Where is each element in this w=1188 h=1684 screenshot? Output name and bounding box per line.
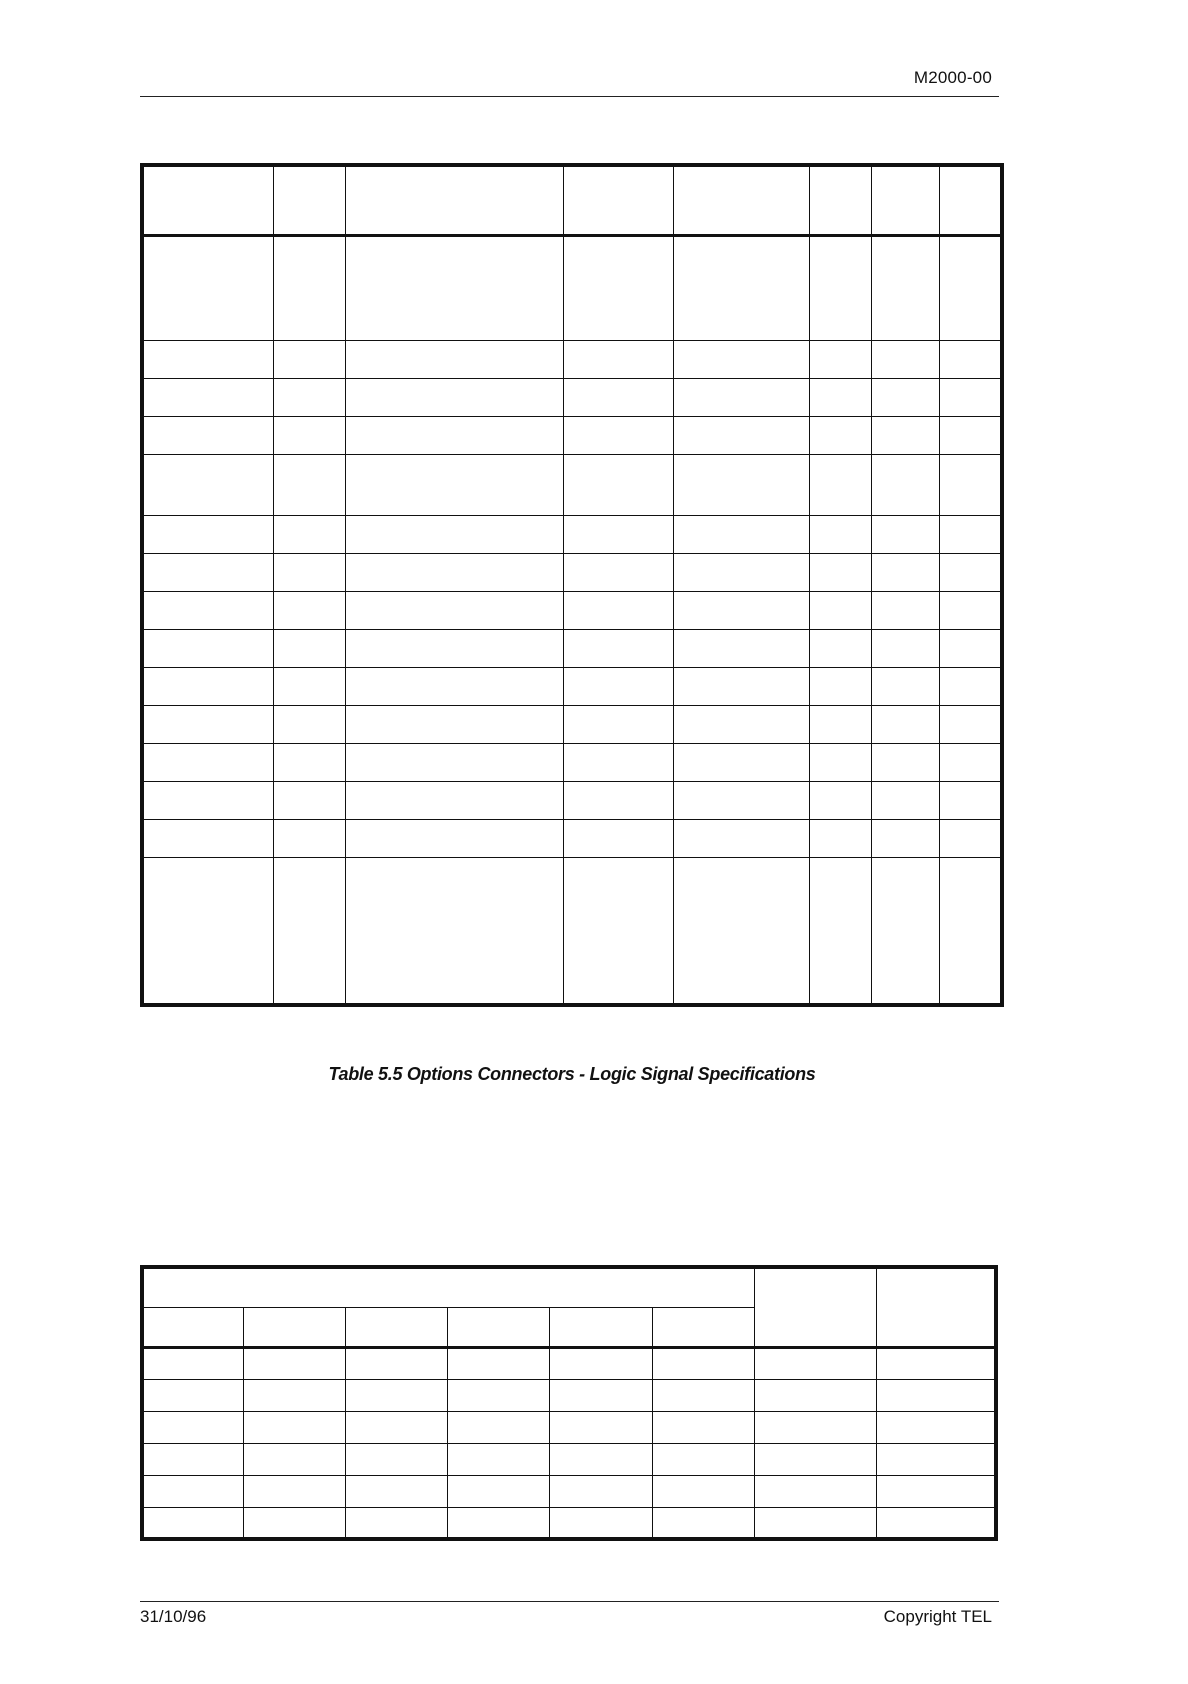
- table-row: [142, 819, 1002, 857]
- table-row: [142, 1347, 996, 1379]
- table-row: [142, 781, 1002, 819]
- table-row: [142, 416, 1002, 454]
- footer-copyright: Copyright TEL: [883, 1607, 992, 1626]
- table-row: [142, 1379, 996, 1411]
- table1-header-row: [142, 165, 1002, 235]
- table2-header-row: [142, 1267, 996, 1307]
- table-row: [142, 667, 1002, 705]
- table-row: [142, 378, 1002, 416]
- table-row: [142, 1475, 996, 1507]
- table-row: [142, 1443, 996, 1475]
- table-row: [142, 340, 1002, 378]
- header-rule: [140, 96, 999, 97]
- document-reference: M2000-00: [913, 68, 992, 87]
- table-row: [142, 515, 1002, 553]
- table-row: [142, 1411, 996, 1443]
- footer-rule: [140, 1601, 999, 1602]
- table-row: [142, 1507, 996, 1539]
- table1-caption: Table 5.5 Options Connectors - Logic Signal Specifications: [328, 1064, 816, 1084]
- table-row: [142, 591, 1002, 629]
- footer-date: 31/10/96: [140, 1607, 207, 1626]
- table-row: [142, 743, 1002, 781]
- logic-signal-spec-table: [140, 163, 1004, 1007]
- second-spec-table: [140, 1265, 998, 1541]
- table-row: [142, 705, 1002, 743]
- table-row: [142, 454, 1002, 515]
- table-row: [142, 629, 1002, 667]
- table-row: [142, 553, 1002, 591]
- table-row: [142, 857, 1002, 1005]
- table-row: [142, 235, 1002, 340]
